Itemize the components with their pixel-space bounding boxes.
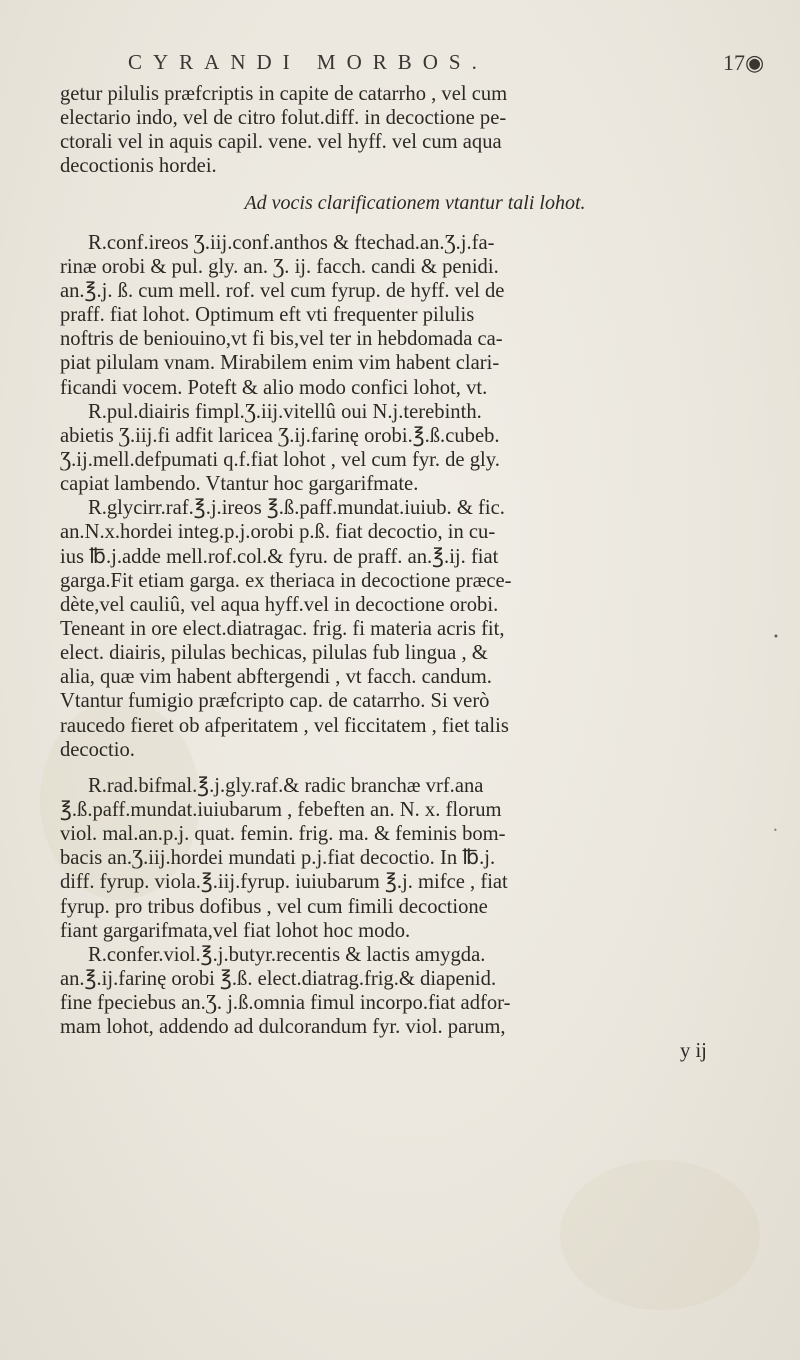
text-line: ctorali vel in aquis capil. vene. vel hyff. vel cum aqua [60, 131, 502, 154]
text-line: Vtantur fumigio præfcripto cap. de catarrho. Si verò [60, 690, 490, 713]
text-line: getur pilulis præfcriptis in capite de catarrho , vel cum [60, 83, 508, 105]
text-line: decoctio. [60, 738, 135, 761]
text-line: garga.Fit etiam garga. ex theriaca in decoctione præce- [60, 569, 512, 592]
text-line: R.rad.bifmal.℥.j.gly.raf.& radic branchæ vrf.ana [88, 774, 484, 797]
paragraph-gap [60, 762, 770, 774]
text-line: R.glycirr.raf.℥.j.ireos ℥.ß.paff.mundat.iuiub. & fic. [88, 497, 505, 520]
text-line: capiat lambendo. Vtantur hoc gargarifmate. [60, 473, 419, 496]
text-line: mam lohot, addendo ad dulcorandum fyr. viol. parum, [60, 1016, 506, 1039]
text-line: piat pilulam vnam. Mirabilem enim vim habent clari- [60, 352, 500, 375]
text-line: bacis an.Ʒ.iij.hordei mundati p.j.fiat decoctio. In ℔.j. [60, 847, 496, 870]
text-line: abietis Ʒ.iij.fi adfit laricea Ʒ.ij.farinę orobi.℥.ß.cubeb. [60, 424, 500, 447]
text-line: fiant gargarifmata,vel fiat lohot hoc modo. [60, 919, 411, 942]
catchword: y ij [680, 1040, 707, 1063]
text-line: electario indo, vel de citro folut.diff. in decoctione pe- [60, 107, 507, 130]
paper-stain [560, 1160, 760, 1310]
text-line: ficandi vocem. Poteft & alio modo confici lohot, vt. [60, 376, 488, 399]
page-text [60, 82, 770, 1063]
text-line: decoctionis hordei. [60, 155, 217, 178]
margin-dot: • [773, 826, 778, 835]
text-line: R.confer.viol.℥.j.butyr.recentis & lactis amygda. [88, 943, 486, 966]
running-head: CYRANDI MORBOS. [128, 50, 488, 74]
section-heading: Ad vocis clarificationem vtantur tali lohot. [244, 191, 586, 214]
text-line: ius ℔.j.adde mell.rof.col.& fyru. de praff. an.℥.ij. fiat [60, 545, 499, 568]
text-line: an.N.x.hordei integ.p.j.orobi p.ß. fiat decoctio, in cu- [60, 521, 496, 544]
text-line: elect. diairis, pilulas bechicas, pilulas fub lingua , & [60, 642, 488, 665]
text-line: dète,vel cauliû, vel aqua hyff.vel in decoctione orobi. [60, 593, 499, 616]
margin-dot: • [773, 632, 779, 643]
text-line: Teneant in ore elect.diatragac. frig. fi materia acris fit, [60, 617, 505, 640]
text-line: viol. mal.an.p.j. quat. femin. frig. ma. & feminis bom- [60, 823, 506, 846]
text-line: praff. fiat lohot. Optimum eft vti frequenter pilulis [60, 304, 475, 327]
text-line: R.conf.ireos Ʒ.iij.conf.anthos & ftechad.an.Ʒ.j.fa- [88, 231, 495, 254]
text-line: ℥.ß.paff.mundat.iuiubarum , febeften an. N. x. florum [60, 798, 502, 821]
text-line: an.℥.j. ß. cum mell. rof. vel cum fyrup. de hyff. vel de [60, 279, 505, 302]
page-number: 17◉ [723, 50, 765, 75]
text-line: Ʒ.ij.mell.defpumati q.f.fiat lohot , vel cum fyr. de gly. [60, 448, 500, 471]
text-line: fyrup. pro tribus dofibus , vel cum fimili decoctione [60, 895, 488, 918]
text-line: R.pul.diairis fimpl.Ʒ.iij.vitellû oui N.j.terebinth. [88, 400, 482, 423]
text-line: an.℥.ij.farinę orobi ℥.ß. elect.diatrag.frig.& diapenid. [60, 967, 497, 990]
text-line: alia, quæ vim habent abftergendi , vt facch. candum. [60, 666, 492, 689]
text-line: raucedo fieret ob afperitatem , vel ficcitatem , fiet talis [60, 714, 509, 737]
text-line: noftris de beniouino,vt fi bis,vel ter in hebdomada ca- [60, 328, 503, 351]
text-line: diff. fyrup. viola.℥.iij.fyrup. iuiubarum ℥.j. mifce , fiat [60, 871, 508, 894]
text-line: rinæ orobi & pul. gly. an. Ʒ. ij. facch. candi & penidi. [60, 255, 499, 278]
text-line: fine fpeciebus an.Ʒ. j.ß.omnia fimul incorpo.fiat adfor- [60, 992, 511, 1015]
